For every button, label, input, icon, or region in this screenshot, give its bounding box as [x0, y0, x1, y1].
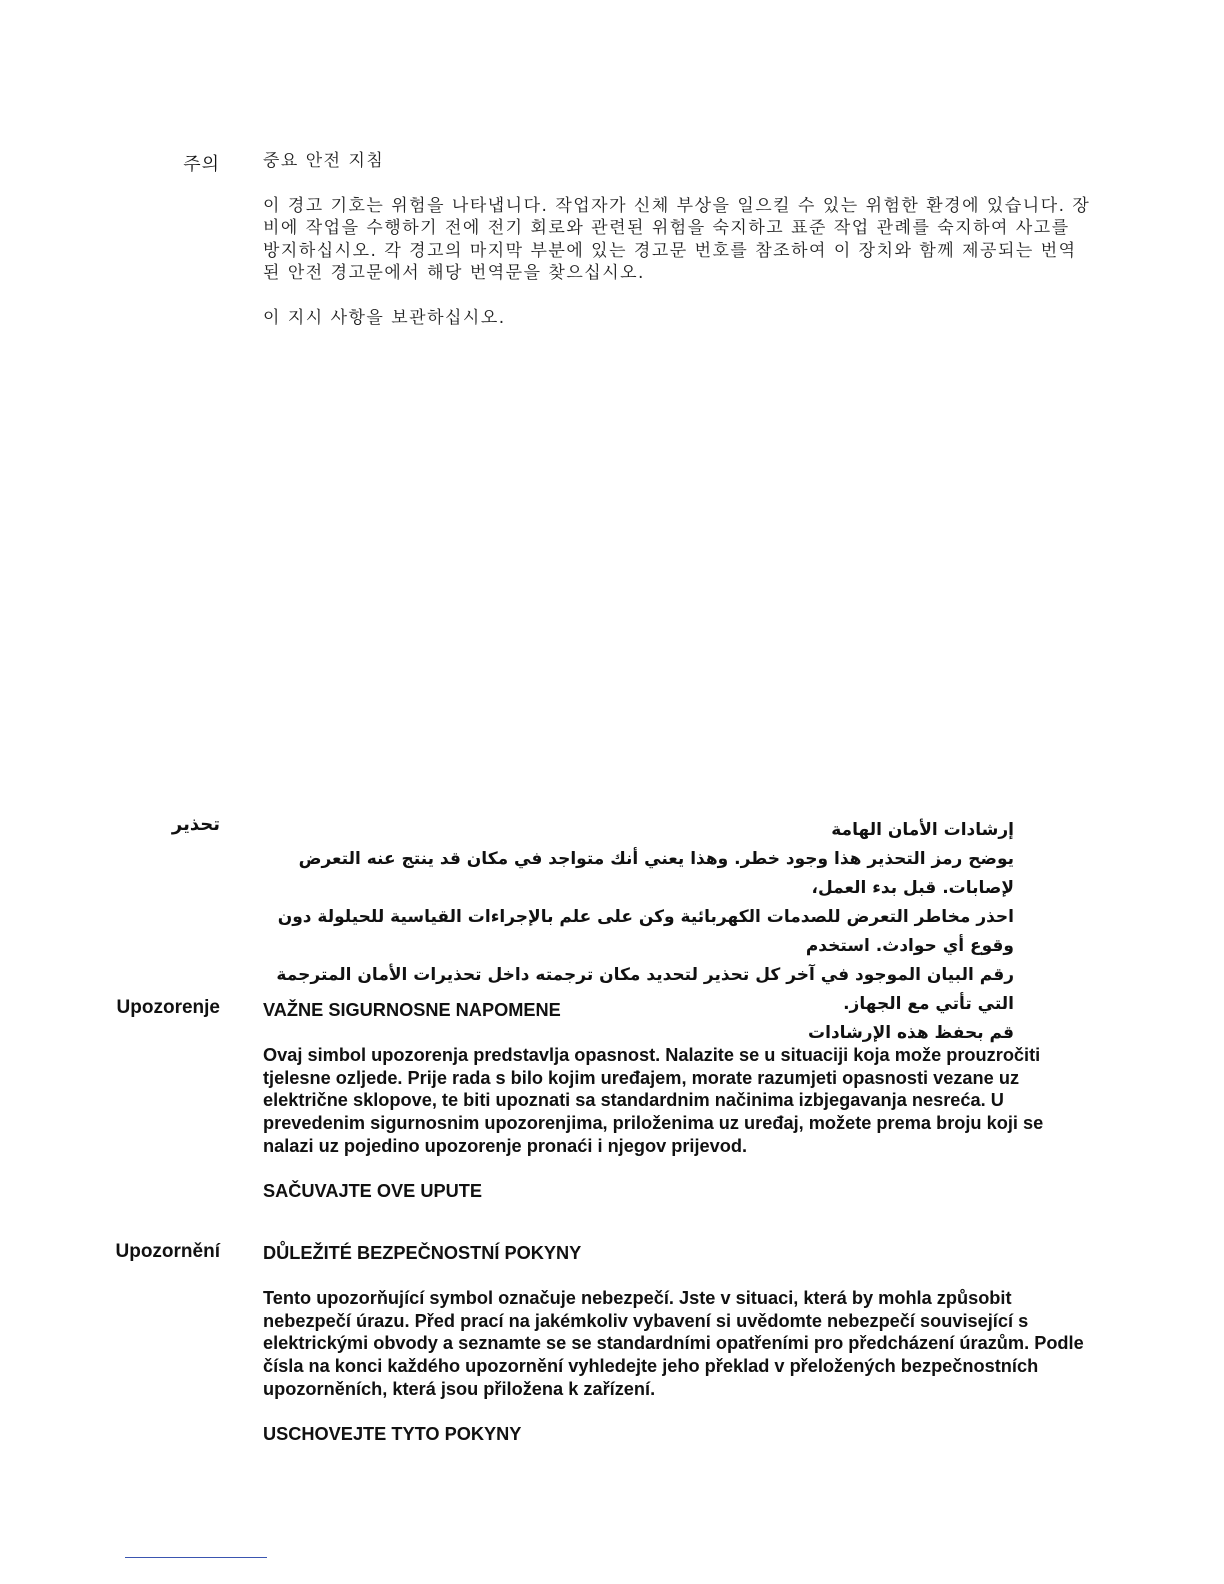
korean-paragraph: 이 경고 기호는 위험을 나타냅니다. 작업자가 신체 부상을 일으킬 수 있는 위험한 환경에 있습니다. 장비에 작업을 수행하기 전에 전기 회로와 관련된 위험을 숙지하고 표준 작업 관례를 숙지하여 사고를 방지하십시오. 각 경고의 마지막 부분에 있는 경고문 번호를 참조하여 이 장치와 함께 제공되는 번역된 안전 경고문에서 해당 번역문을 찾으십시오. — [263, 195, 1091, 283]
croatian-heading: VAŽNE SIGURNOSNE NAPOMENE — [263, 1000, 561, 1020]
czech-warning-label: Upozornění — [115, 1241, 220, 1262]
korean-save-instructions: 이 지시 사항을 보관하십시오. — [263, 307, 506, 328]
footer-rule — [125, 1557, 267, 1558]
korean-warning-body — [263, 150, 1093, 329]
croatian-warning-body — [263, 999, 1093, 1203]
czech-warning-body — [263, 1242, 1093, 1446]
arabic-line-3: رقم البيان الموجود في آخر كل تحذير لتحديد مكان ترجمته داخل تحذيرات الأمان المترجمة التي تأتي مع الجهاز. — [276, 965, 1014, 1014]
croatian-warning-label: Upozorenje — [116, 997, 220, 1018]
czech-heading: DŮLEŽITÉ BEZPEČNOSTNÍ POKYNY — [263, 1243, 582, 1263]
arabic-save-instructions: قم بحفظ هذه الإرشادات — [808, 1023, 1014, 1043]
arabic-line-1: يوضح رمز التحذير هذا وجود خطر. وهذا يعني أنك متواجد في مكان قد ينتج عنه التعرض لإصابات. قبل بدء العمل، — [298, 849, 1014, 898]
croatian-save-instructions: SAČUVAJTE OVE UPUTE — [263, 1180, 482, 1201]
croatian-paragraph: Ovaj simbol upozorenja predstavlja opasnost. Nalazite se u situaciji koja može prouzročiti tjelesne ozljede. Prije rada s bilo kojim uređajem, morate razumjeti opasnosti vezane uz električne sklopove, te biti upoznati sa standardnim načinima izbjegavanja nesreća. U prevedenim sigurnosnim upozorenjima, priloženima uz uređaj, možete prema broju koji se nalazi uz pojedino upozorenje pronaći i njegov prijevod. — [263, 1044, 1044, 1156]
czech-paragraph: Tento upozorňující symbol označuje nebezpečí. Jste v situaci, která by mohla způsobit nebezpečí úrazu. Před prací na jakémkoliv vybavení si uvědomte nebezpečí související s elektrickými obvody a seznamte se se standardními opatřeními pro předcházení úrazům. Podle čísla na konci každého upozornění vyhledejte jeho překlad v přeložených bezpečnostních upozorněních, která jsou přiložena k zařízení. — [263, 1287, 1084, 1399]
korean-warning-label: 주의 — [183, 154, 220, 175]
korean-heading: 중요 안전 지침 — [263, 151, 385, 171]
arabic-line-2: احذر مخاطر التعرض للصدمات الكهربائية وكن على علم بالإجراءات القياسية للحيلولة دون وقوع أي حوادث. استخدم — [277, 907, 1014, 956]
arabic-heading: إرشادات الأمان الهامة — [831, 820, 1014, 840]
czech-save-instructions: USCHOVEJTE TYTO POKYNY — [263, 1423, 522, 1444]
arabic-warning-label: تحذير — [171, 814, 220, 835]
